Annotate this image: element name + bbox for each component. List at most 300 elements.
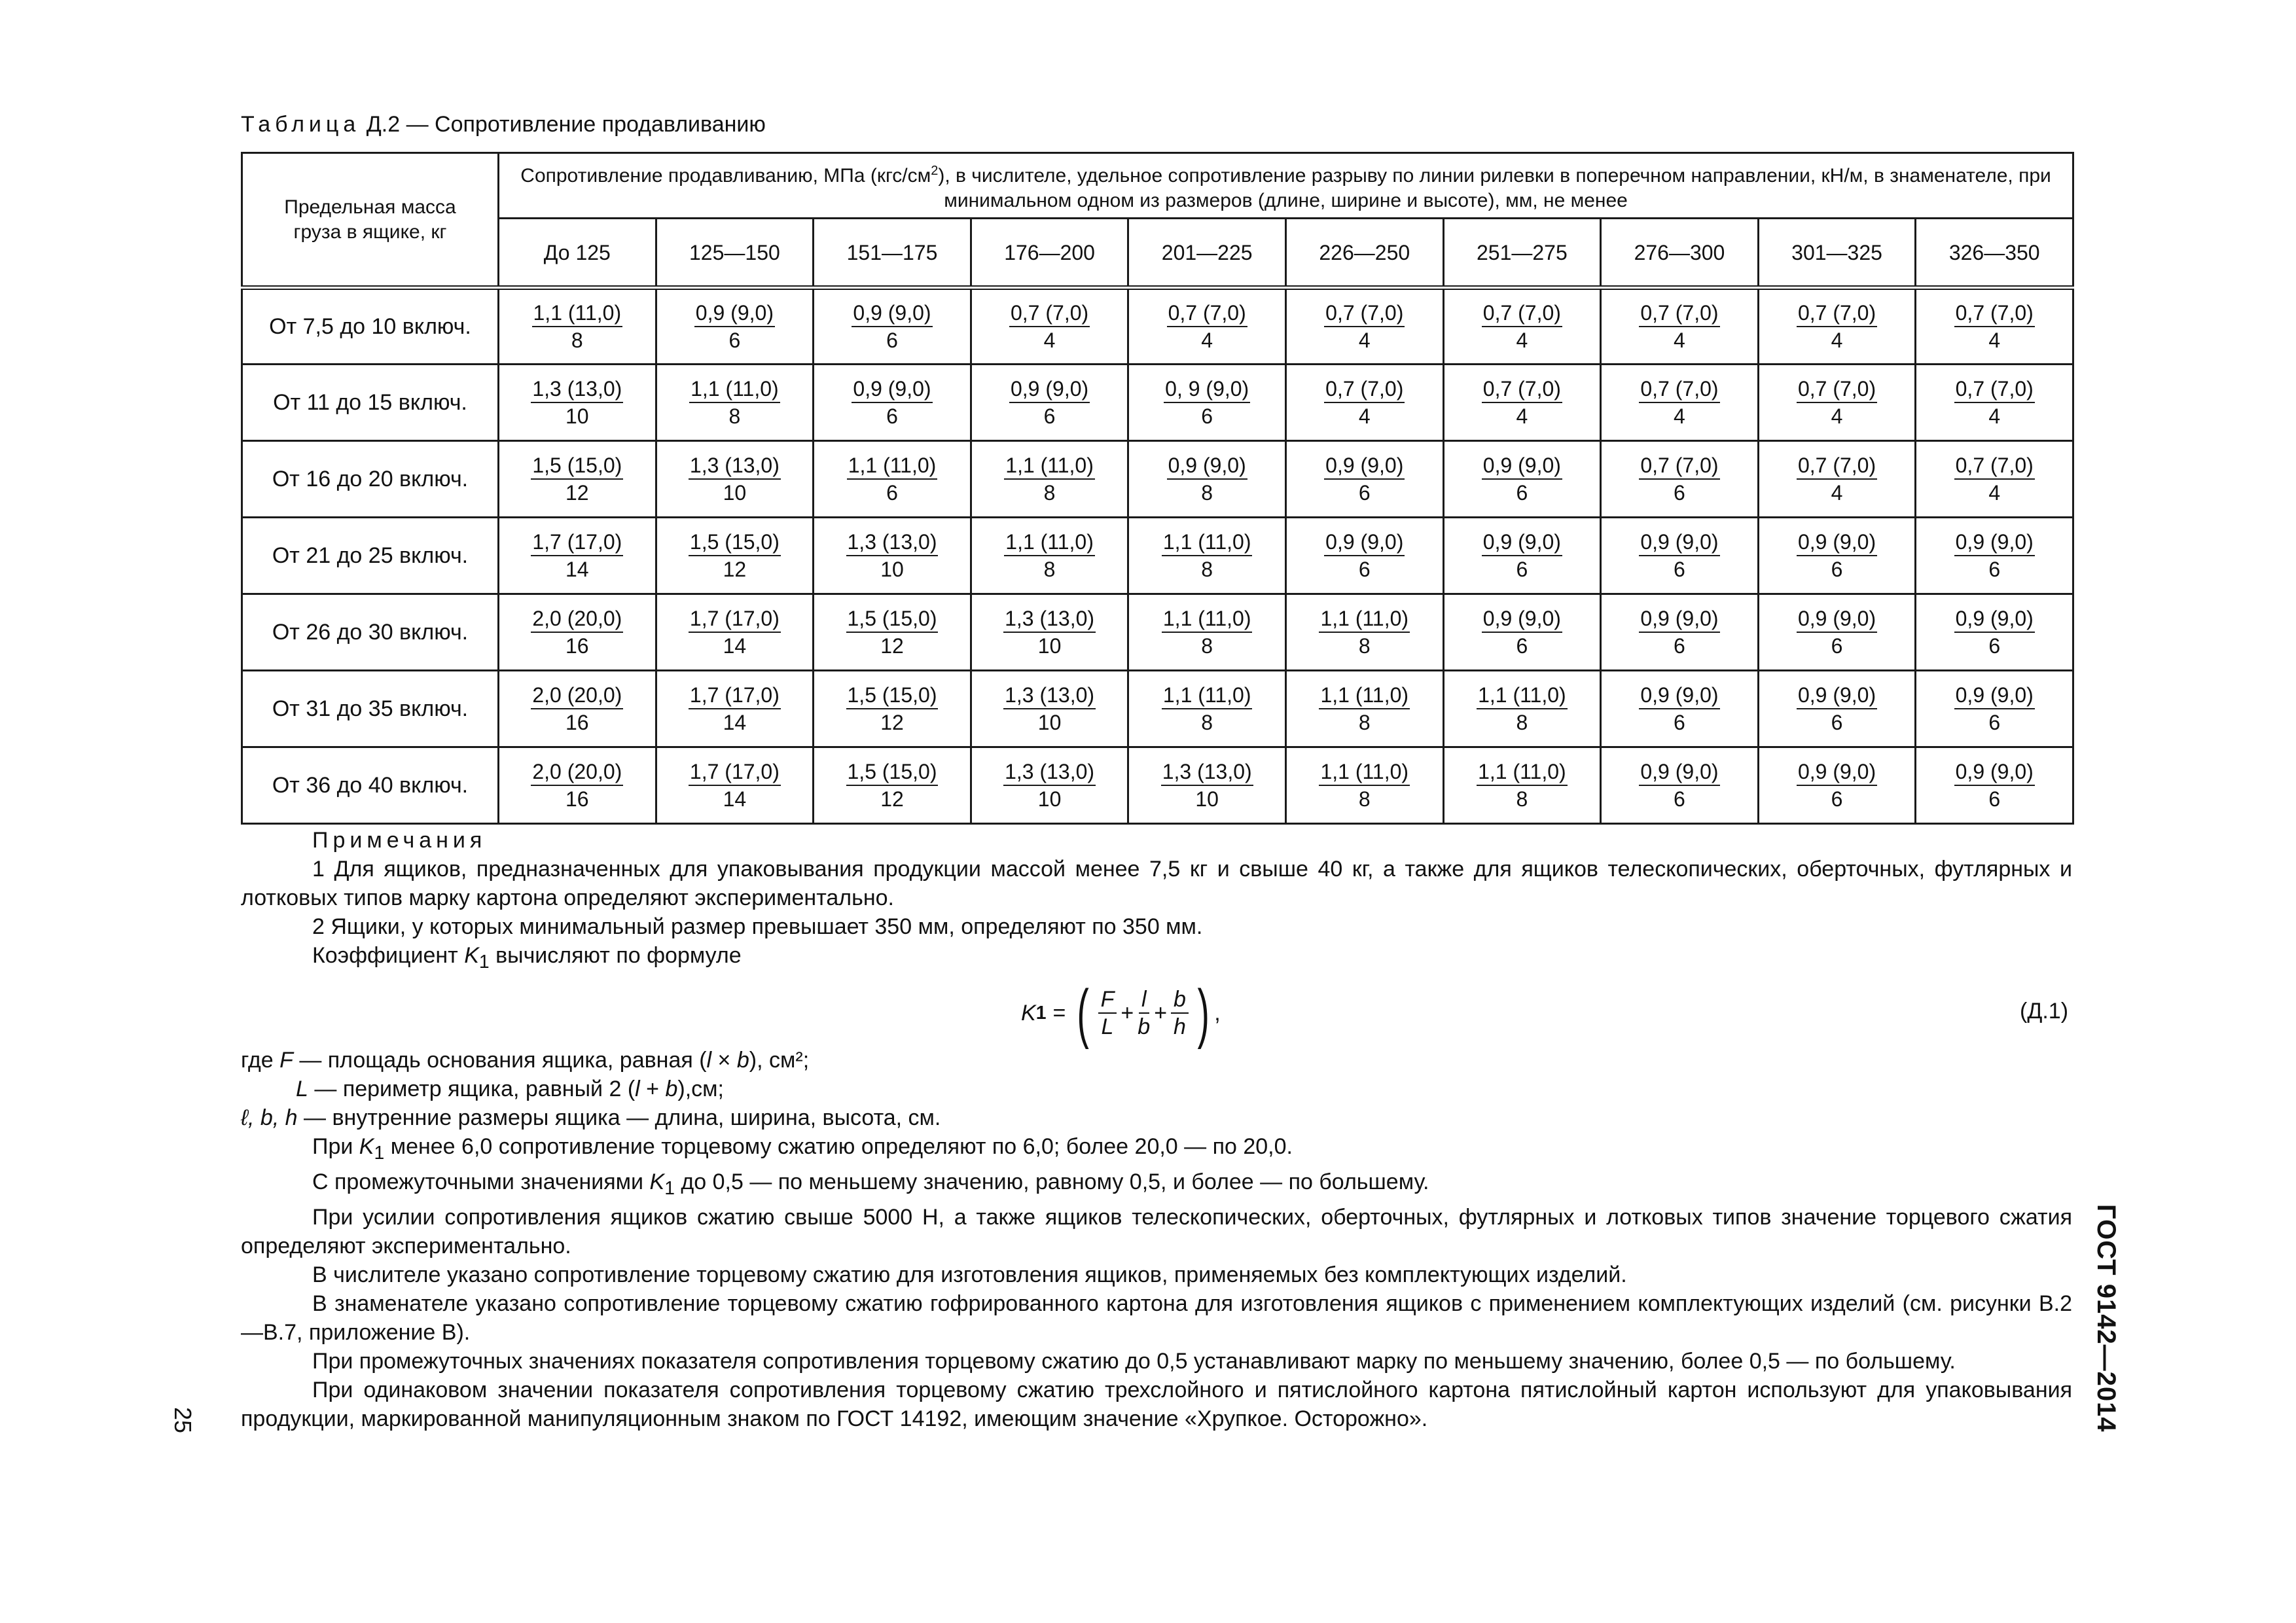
cell-denominator: 4 bbox=[1358, 329, 1371, 352]
cell-numerator: 0,9 (9,0) bbox=[1954, 682, 2035, 709]
cell-fraction bbox=[531, 758, 623, 812]
table-cell bbox=[814, 518, 971, 594]
cell-denominator: 12 bbox=[723, 558, 747, 581]
cell-numerator: 0,9 (9,0) bbox=[1009, 376, 1090, 403]
table-cell bbox=[1916, 518, 2073, 594]
cell-denominator: 8 bbox=[1358, 711, 1371, 734]
cell-numerator: 0,7 (7,0) bbox=[1324, 376, 1405, 403]
cell-denominator: 6 bbox=[1674, 787, 1685, 811]
cell-denominator: 8 bbox=[1043, 558, 1056, 581]
table-cell bbox=[814, 288, 971, 365]
cell-numerator: 1,1 (11,0) bbox=[1477, 758, 1568, 786]
formula-lparen: ( bbox=[1077, 976, 1090, 1050]
row-label: От 26 до 30 включ. bbox=[242, 594, 499, 671]
cell-numerator: 1,1 (11,0) bbox=[1319, 605, 1410, 633]
notes-block bbox=[241, 826, 2072, 976]
table-cell bbox=[1916, 671, 2073, 747]
cell-numerator: 0,9 (9,0) bbox=[1639, 758, 1719, 786]
cell-fraction bbox=[1004, 452, 1095, 506]
def-F-l: l bbox=[706, 1048, 712, 1073]
table-cell bbox=[499, 671, 656, 747]
cell-denominator: 4 bbox=[1201, 329, 1213, 352]
table-cell bbox=[1758, 441, 1916, 518]
cell-numerator: 1,3 (13,0) bbox=[846, 529, 939, 556]
formula-number: (Д.1) bbox=[2020, 999, 2069, 1024]
cell-fraction bbox=[1162, 605, 1253, 659]
para-5: В знаменателе указано сопротивление торцевому сжатию гофрированного картона для изготовления ящиков с применением комплектующих изделий (см. рисунки В.2—В.7, приложение В). bbox=[241, 1291, 2072, 1345]
column-header: 125—150 bbox=[656, 219, 814, 288]
cell-numerator: 1,7 (17,0) bbox=[531, 529, 623, 556]
table-cell bbox=[1285, 594, 1443, 671]
table-cell bbox=[1128, 441, 1286, 518]
cell-numerator: 0,7 (7,0) bbox=[1639, 452, 1719, 480]
cell-denominator: 10 bbox=[565, 404, 589, 428]
cell-fraction bbox=[1639, 376, 1719, 429]
cell-numerator: 1,1 (11,0) bbox=[1162, 605, 1253, 633]
cell-numerator: 0,9 (9,0) bbox=[1639, 529, 1719, 556]
row-label: От 16 до 20 включ. bbox=[242, 441, 499, 518]
table-caption bbox=[241, 110, 766, 139]
row-label: От 7,5 до 10 включ. bbox=[242, 288, 499, 365]
cell-fraction bbox=[1639, 682, 1719, 736]
def-F-x: × bbox=[711, 1048, 737, 1073]
cell-fraction bbox=[1639, 758, 1719, 812]
def-F-text-a: — площадь основания ящика, равная ( bbox=[299, 1048, 707, 1073]
cell-fraction bbox=[1003, 682, 1096, 736]
table-row bbox=[242, 671, 2073, 747]
cell-fraction bbox=[1003, 758, 1096, 812]
cell-denominator: 16 bbox=[565, 787, 589, 811]
cell-numerator: 0,9 (9,0) bbox=[1482, 605, 1562, 633]
cell-fraction bbox=[689, 682, 781, 736]
cell-numerator: 0,7 (7,0) bbox=[1954, 300, 2035, 327]
table-cell bbox=[971, 365, 1128, 441]
cell-denominator: 6 bbox=[1988, 787, 2001, 811]
cell-fraction bbox=[1162, 529, 1253, 582]
cell-denominator: 6 bbox=[1831, 711, 1843, 734]
column-header: 251—275 bbox=[1443, 219, 1601, 288]
para-2-b: до 0,5 — по меньшему значению, равному 0,5, и более — по большему. bbox=[681, 1169, 1429, 1194]
cell-fraction bbox=[689, 452, 781, 506]
cell-numerator: 0,7 (7,0) bbox=[1482, 376, 1562, 403]
frac-2-den: b bbox=[1138, 1014, 1151, 1039]
cell-denominator: 10 bbox=[723, 481, 747, 505]
cell-fraction bbox=[1639, 452, 1719, 506]
cell-numerator: 0,9 (9,0) bbox=[1954, 529, 2035, 556]
cell-fraction bbox=[1639, 300, 1719, 353]
para-2-sub: 1 bbox=[664, 1177, 675, 1199]
note-2: 2 Ящики, у которых минимальный размер превышает 350 мм, определяют по 350 мм. bbox=[312, 914, 1203, 939]
column-header: 201—225 bbox=[1128, 219, 1286, 288]
caption-prefix: Таблица bbox=[241, 112, 361, 137]
resistance-table bbox=[241, 152, 2074, 825]
table-cell bbox=[1128, 671, 1286, 747]
table-cell bbox=[1601, 594, 1759, 671]
cell-denominator: 8 bbox=[1201, 481, 1213, 505]
cell-fraction bbox=[1797, 758, 1877, 812]
def-where: где bbox=[241, 1048, 274, 1073]
cell-denominator: 4 bbox=[1831, 481, 1843, 505]
para-6: При промежуточных значениях показателя сопротивления торцевому сжатию до 0,5 устанавливают марку по меньшему значению, более 0,5 — по большему. bbox=[312, 1348, 1956, 1374]
table-row bbox=[242, 594, 2073, 671]
def-F bbox=[241, 1046, 941, 1075]
cell-numerator: 0,7 (7,0) bbox=[1009, 300, 1090, 327]
formula-d1 bbox=[1021, 974, 1221, 1052]
cell-numerator: 0, 9 (9,0) bbox=[1164, 376, 1250, 403]
cell-numerator: 1,1 (11,0) bbox=[689, 376, 780, 403]
table-cell bbox=[1443, 518, 1601, 594]
column-header: 176—200 bbox=[971, 219, 1128, 288]
row-label: От 36 до 40 включ. bbox=[242, 747, 499, 824]
cell-fraction bbox=[1003, 605, 1096, 659]
standard-title: ГОСТ 9142—2014 bbox=[2092, 1204, 2121, 1433]
def-L-l: l bbox=[635, 1077, 640, 1101]
cell-denominator: 4 bbox=[1516, 404, 1528, 428]
row-label: От 21 до 25 включ. bbox=[242, 518, 499, 594]
def-L bbox=[241, 1075, 941, 1103]
column-header: 226—250 bbox=[1285, 219, 1443, 288]
cell-denominator: 10 bbox=[1037, 711, 1062, 734]
cell-denominator: 4 bbox=[1988, 404, 2001, 428]
cell-numerator: 0,9 (9,0) bbox=[694, 300, 775, 327]
column-header: 301—325 bbox=[1758, 219, 1916, 288]
table-row bbox=[242, 288, 2073, 365]
row-label: От 31 до 35 включ. bbox=[242, 671, 499, 747]
cell-fraction bbox=[1954, 682, 2035, 736]
formula-rparen: ) bbox=[1197, 976, 1210, 1050]
table-cell bbox=[1758, 594, 1916, 671]
definitions bbox=[241, 1046, 941, 1132]
table-cell bbox=[499, 594, 656, 671]
table-row bbox=[242, 518, 2073, 594]
caption-text: Д.2 — Сопротивление продавливанию bbox=[366, 112, 766, 137]
table-cell bbox=[1128, 288, 1286, 365]
cell-denominator: 10 bbox=[880, 558, 904, 581]
table-cell bbox=[1916, 288, 2073, 365]
table-cell bbox=[971, 288, 1128, 365]
cell-fraction bbox=[694, 300, 775, 353]
cell-fraction bbox=[1482, 452, 1562, 506]
table-cell bbox=[656, 365, 814, 441]
cell-denominator: 4 bbox=[1358, 404, 1371, 428]
table-row bbox=[242, 441, 2073, 518]
page-number: 25 bbox=[170, 1407, 196, 1434]
def-L-b: b bbox=[665, 1077, 678, 1101]
cell-numerator: 0,9 (9,0) bbox=[1324, 529, 1405, 556]
cell-fraction bbox=[531, 605, 623, 659]
cell-denominator: 8 bbox=[1201, 711, 1213, 734]
cell-fraction bbox=[1639, 529, 1719, 582]
cell-denominator: 10 bbox=[1037, 634, 1062, 658]
para-2-a: С промежуточными значениями bbox=[312, 1169, 644, 1194]
cell-fraction bbox=[1797, 682, 1877, 736]
coef-var: K bbox=[464, 943, 479, 968]
cell-denominator: 14 bbox=[723, 787, 747, 811]
table-cell bbox=[499, 288, 656, 365]
cell-fraction bbox=[1797, 529, 1877, 582]
cell-fraction bbox=[1164, 376, 1250, 429]
cell-fraction bbox=[531, 529, 623, 582]
cell-fraction bbox=[689, 758, 781, 812]
group-header-sup: 2 bbox=[931, 163, 939, 178]
coef-text-b: вычисляют по формуле bbox=[495, 943, 742, 968]
group-header-part1: Сопротивление продавливанию, МПа (кгс/см bbox=[520, 164, 931, 187]
table-cell bbox=[814, 441, 971, 518]
cell-fraction bbox=[1009, 300, 1090, 353]
formula-lhs-sub: 1 bbox=[1035, 1002, 1047, 1024]
table-cell bbox=[1285, 441, 1443, 518]
frac-3-num: b bbox=[1171, 986, 1189, 1014]
cell-numerator: 0,9 (9,0) bbox=[1797, 529, 1877, 556]
para-1-b: менее 6,0 сопротивление торцевому сжатию определяют по 6,0; более 20,0 — по 20,0. bbox=[390, 1134, 1293, 1159]
formula-plus-1: + bbox=[1121, 1000, 1134, 1026]
cell-numerator: 0,7 (7,0) bbox=[1639, 376, 1719, 403]
cell-denominator: 16 bbox=[565, 634, 589, 658]
cell-numerator: 0,9 (9,0) bbox=[1167, 452, 1247, 480]
cell-fraction bbox=[1004, 529, 1095, 582]
notes-title: Примечания bbox=[312, 828, 487, 853]
table-cell bbox=[1758, 288, 1916, 365]
cell-numerator: 1,3 (13,0) bbox=[1003, 605, 1096, 633]
cell-fraction bbox=[1319, 605, 1410, 659]
cell-fraction bbox=[1482, 376, 1562, 429]
table-cell bbox=[971, 671, 1128, 747]
cell-denominator: 6 bbox=[1516, 634, 1528, 658]
note-1: 1 Для ящиков, предназначенных для упаковывания продукции массой менее 7,5 кг и свыше 40 кг, а также для ящиков телескопических, оберточных, футлярных и лотковых типов марку картона определяют экспериментально. bbox=[241, 857, 2072, 910]
table-cell bbox=[1916, 441, 2073, 518]
cell-numerator: 0,9 (9,0) bbox=[1639, 682, 1719, 709]
cell-fraction bbox=[1797, 376, 1877, 429]
cell-denominator: 6 bbox=[1988, 558, 2001, 581]
cell-denominator: 6 bbox=[1516, 558, 1528, 581]
formula-eq: = bbox=[1052, 1000, 1066, 1026]
cell-denominator: 8 bbox=[1201, 634, 1213, 658]
cell-fraction bbox=[1324, 452, 1405, 506]
table-cell bbox=[1758, 365, 1916, 441]
cell-fraction bbox=[1324, 376, 1405, 429]
cell-fraction bbox=[1954, 529, 2035, 582]
cell-fraction bbox=[847, 452, 938, 506]
para-2 bbox=[241, 1168, 2072, 1203]
formula-plus-2: + bbox=[1154, 1000, 1168, 1026]
cell-fraction bbox=[531, 376, 623, 429]
table-cell bbox=[814, 365, 971, 441]
cell-fraction bbox=[846, 682, 939, 736]
cell-numerator: 1,1 (11,0) bbox=[532, 300, 623, 327]
cell-numerator: 1,3 (13,0) bbox=[1003, 758, 1096, 786]
table-cell bbox=[1128, 747, 1286, 824]
cell-numerator: 1,1 (11,0) bbox=[847, 452, 938, 480]
table-cell bbox=[1128, 365, 1286, 441]
column-header: 151—175 bbox=[814, 219, 971, 288]
cell-denominator: 4 bbox=[1831, 329, 1843, 352]
cell-denominator: 4 bbox=[1988, 329, 2001, 352]
cell-numerator: 0,9 (9,0) bbox=[1324, 452, 1405, 480]
cell-denominator: 6 bbox=[1201, 404, 1213, 428]
table-cell bbox=[656, 441, 814, 518]
cell-numerator: 1,3 (13,0) bbox=[1003, 682, 1096, 709]
formula-frac-1 bbox=[1098, 986, 1117, 1040]
table-row bbox=[242, 365, 2073, 441]
column-header: 326—350 bbox=[1916, 219, 2073, 288]
cell-fraction bbox=[689, 529, 781, 582]
cell-fraction bbox=[531, 682, 623, 736]
cell-fraction bbox=[1482, 300, 1562, 353]
cell-numerator: 0,9 (9,0) bbox=[852, 300, 932, 327]
para-4: В числителе указано сопротивление торцевому сжатию для изготовления ящиков, применяемых без комплектующих изделий. bbox=[312, 1262, 1627, 1287]
cell-denominator: 4 bbox=[1674, 404, 1685, 428]
cell-denominator: 6 bbox=[1831, 787, 1843, 811]
table-cell bbox=[1916, 594, 2073, 671]
cell-numerator: 1,1 (11,0) bbox=[1162, 529, 1253, 556]
cell-numerator: 0,7 (7,0) bbox=[1797, 300, 1877, 327]
row-header bbox=[242, 153, 499, 288]
cell-fraction bbox=[1482, 605, 1562, 659]
table-cell bbox=[1601, 671, 1759, 747]
cell-denominator: 8 bbox=[1201, 558, 1213, 581]
frac-2-num: l bbox=[1139, 986, 1149, 1014]
coef-sub: 1 bbox=[478, 951, 490, 972]
cell-denominator: 16 bbox=[565, 711, 589, 734]
cell-denominator: 6 bbox=[1831, 634, 1843, 658]
cell-fraction bbox=[1797, 452, 1877, 506]
cell-denominator: 6 bbox=[1988, 634, 2001, 658]
cell-denominator: 6 bbox=[1674, 558, 1685, 581]
cell-denominator: 6 bbox=[1831, 558, 1843, 581]
row-header-text: Предельная масса груза в ящике, кг bbox=[284, 196, 456, 243]
table-cell bbox=[656, 288, 814, 365]
cell-denominator: 14 bbox=[723, 711, 747, 734]
column-header: 276—300 bbox=[1601, 219, 1759, 288]
cell-numerator: 1,1 (11,0) bbox=[1004, 452, 1095, 480]
para-7: При одинаковом значении показателя сопротивления торцевому сжатию трехслойного и пятислойного картона пятислойный картон используют для упаковывания продукции, маркированной манипуляционным знаком по ГОСТ 14192, имеющим значение «Хрупкое. Осторожно». bbox=[241, 1377, 2072, 1431]
table-row bbox=[242, 747, 2073, 824]
cell-denominator: 4 bbox=[1043, 329, 1056, 352]
cell-denominator: 6 bbox=[1674, 634, 1685, 658]
cell-denominator: 10 bbox=[1195, 787, 1219, 811]
table-cell bbox=[656, 518, 814, 594]
para-1 bbox=[241, 1132, 2072, 1168]
cell-numerator: 1,1 (11,0) bbox=[1004, 529, 1095, 556]
cell-fraction bbox=[1319, 758, 1410, 812]
cell-numerator: 1,1 (11,0) bbox=[1319, 682, 1410, 709]
cell-fraction bbox=[1477, 682, 1568, 736]
cell-fraction bbox=[1167, 452, 1247, 506]
cell-denominator: 10 bbox=[1037, 787, 1062, 811]
cell-fraction bbox=[689, 605, 781, 659]
para-1-a: При bbox=[312, 1134, 353, 1159]
cell-numerator: 0,7 (7,0) bbox=[1639, 300, 1719, 327]
cell-fraction bbox=[1954, 758, 2035, 812]
cell-denominator: 6 bbox=[1358, 558, 1371, 581]
formula-frac-2 bbox=[1138, 986, 1150, 1040]
cell-numerator: 1,5 (15,0) bbox=[846, 682, 939, 709]
cell-denominator: 8 bbox=[1516, 711, 1528, 734]
cell-denominator: 6 bbox=[728, 329, 741, 352]
cell-numerator: 2,0 (20,0) bbox=[531, 758, 623, 786]
group-header bbox=[499, 153, 2073, 219]
table-cell bbox=[1916, 747, 2073, 824]
table-cell bbox=[1443, 747, 1601, 824]
cell-numerator: 0,7 (7,0) bbox=[1482, 300, 1562, 327]
cell-fraction bbox=[846, 605, 939, 659]
cell-numerator: 2,0 (20,0) bbox=[531, 682, 623, 709]
table-cell bbox=[1443, 594, 1601, 671]
table-cell bbox=[1285, 365, 1443, 441]
cell-fraction bbox=[1954, 605, 2035, 659]
cell-fraction bbox=[1324, 529, 1405, 582]
cell-numerator: 0,9 (9,0) bbox=[1954, 605, 2035, 633]
cell-fraction bbox=[1797, 605, 1877, 659]
cell-denominator: 8 bbox=[1358, 634, 1371, 658]
cell-numerator: 1,7 (17,0) bbox=[689, 758, 781, 786]
cell-denominator: 6 bbox=[1043, 404, 1056, 428]
table-cell bbox=[1601, 365, 1759, 441]
cell-numerator: 1,7 (17,0) bbox=[689, 682, 781, 709]
cell-numerator: 0,9 (9,0) bbox=[1482, 452, 1562, 480]
table-cell bbox=[1443, 671, 1601, 747]
cell-numerator: 1,3 (13,0) bbox=[689, 452, 781, 480]
cell-denominator: 8 bbox=[1358, 787, 1371, 811]
cell-numerator: 0,9 (9,0) bbox=[1482, 529, 1562, 556]
table-cell bbox=[499, 365, 656, 441]
cell-numerator: 0,9 (9,0) bbox=[1797, 758, 1877, 786]
table-cell bbox=[1758, 518, 1916, 594]
cell-denominator: 6 bbox=[886, 329, 898, 352]
row-label: От 11 до 15 включ. bbox=[242, 365, 499, 441]
cell-fraction bbox=[1167, 300, 1247, 353]
table-cell bbox=[499, 441, 656, 518]
def-L-var: L bbox=[296, 1077, 308, 1101]
column-header: До 125 bbox=[499, 219, 656, 288]
table-cell bbox=[1758, 671, 1916, 747]
cell-denominator: 6 bbox=[1674, 711, 1685, 734]
frac-1-den: L bbox=[1101, 1014, 1114, 1039]
cell-numerator: 2,0 (20,0) bbox=[531, 605, 623, 633]
table-cell bbox=[1443, 365, 1601, 441]
paragraphs bbox=[241, 1132, 2072, 1433]
cell-denominator: 4 bbox=[1516, 329, 1528, 352]
para-2-var: K bbox=[649, 1169, 665, 1194]
table-cell bbox=[1285, 288, 1443, 365]
cell-denominator: 8 bbox=[571, 329, 583, 352]
group-header-part2: ), в числителе, удельное сопротивление разрыву по линии рилевки в поперечном направлении, кН/м, в знаменателе, при минимальном одном из размеров (длине, ширине и высоте), мм, не менее bbox=[938, 164, 2051, 211]
cell-denominator: 12 bbox=[880, 634, 904, 658]
cell-denominator: 12 bbox=[880, 787, 904, 811]
cell-numerator: 0,7 (7,0) bbox=[1167, 300, 1247, 327]
table-cell bbox=[1128, 594, 1286, 671]
cell-denominator: 6 bbox=[1674, 481, 1685, 505]
cell-denominator: 12 bbox=[565, 481, 589, 505]
cell-denominator: 8 bbox=[1043, 481, 1056, 505]
cell-denominator: 6 bbox=[1988, 711, 2001, 734]
cell-numerator: 0,9 (9,0) bbox=[1639, 605, 1719, 633]
cell-fraction bbox=[1954, 300, 2035, 353]
cell-fraction bbox=[532, 300, 623, 353]
cell-numerator: 0,9 (9,0) bbox=[1797, 605, 1877, 633]
para-1-var: K bbox=[359, 1134, 374, 1159]
def-F-b: b bbox=[736, 1048, 749, 1073]
table-cell bbox=[1601, 288, 1759, 365]
formula-tail: , bbox=[1214, 1000, 1221, 1026]
table-cell bbox=[656, 671, 814, 747]
table-cell bbox=[499, 747, 656, 824]
cell-numerator: 1,7 (17,0) bbox=[689, 605, 781, 633]
def-F-var: F bbox=[279, 1048, 293, 1073]
cell-fraction bbox=[1324, 300, 1405, 353]
cell-fraction bbox=[1319, 682, 1410, 736]
cell-numerator: 1,3 (13,0) bbox=[1161, 758, 1253, 786]
